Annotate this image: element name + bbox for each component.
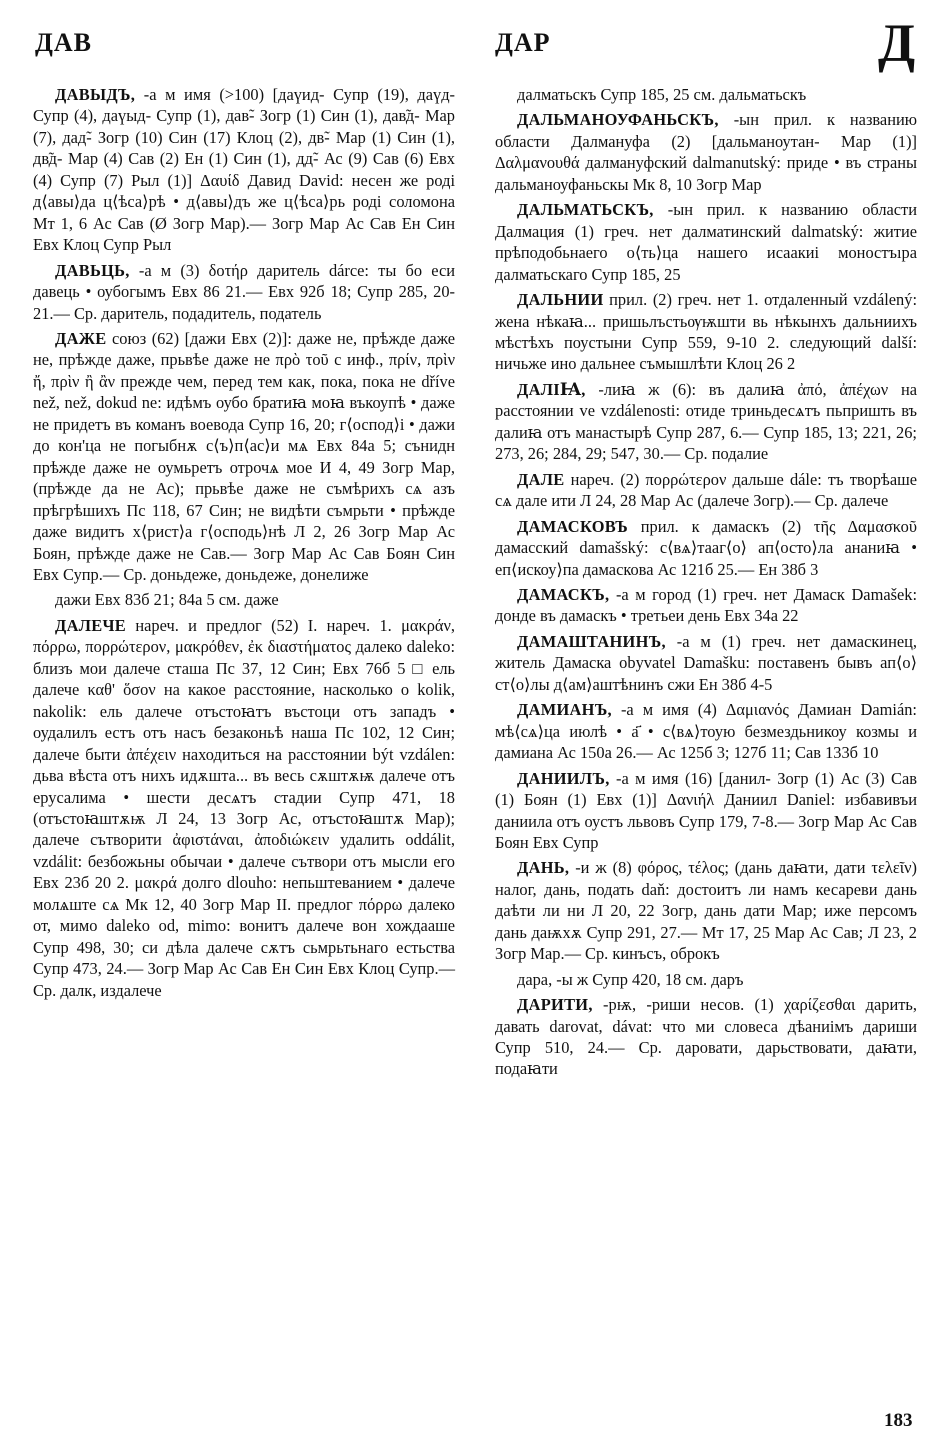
dictionary-entry [495,516,917,580]
entry-headword: ДАВЫДЪ, [55,85,136,104]
entry-headword: ДАВЬЦЬ, [55,260,130,280]
entry-headword: ДАМАШТАНИНЪ, [517,631,666,651]
entry-definition: -а м город (1) греч. нет Дамаск Damašek: донде въ дамаскъ • третьеи день Евх 34а 22 [495,584,917,626]
dictionary-entry [33,328,455,585]
entry-headword: ДАМИАНЪ, [517,700,612,720]
dictionary-entry [495,289,917,375]
dictionary-entry [495,631,917,695]
entry-headword: ДАЛЬНИИ [517,290,604,310]
entry-definition: -а м имя (16) [данил- Зогр (1) Ас (3) Сав (1) Боян (1) Евх (1)] Δανιήλ Даниил Daniel: избавивъи даниила отъ оустъ львовъ Супр 179, 7-8.— Зогр Мар Ас Сав Боян Евх Супр [495,768,917,852]
entry-definition: нареч. (2) πορρώτερον дальше dále: тъ творѣаше сѧ дале ити Л 24, 28 Мар Ас (далече Зогр).— Ср. далече [495,469,917,511]
entry-headword: ДАЛЕЧЕ [55,615,127,635]
entry-headword: ДАНЬ, [517,858,570,878]
entry-definition: далматьскъ Супр 185, 25 см. дальматьскъ [517,85,807,104]
entry-definition: дажи Евх 83б 21; 84а 5 см. даже [55,590,279,610]
page-number: 183 [884,1410,913,1431]
entry-definition: -лиꙗ ж (6): въ далиꙗ ἀπό, ἀπέχων на расстоянии ve vzdálenosti: отиде триньдесѧтъ пьпришть въ далиꙗ отъ манастырѣ Супр 287, 6.— Супр 185, 13; 221, 26; 273, 26; 284, 29; 547, 30.— Ср. подалие [495,379,917,464]
entry-definition: -рѭ, -риши несов. (1) χαρίζεσθαι дарить, давать darovat, dávat: что ми словеса дѣаниімъ дариши Супр 510, 24.— Ср. даровати, дарьствовати, даꙗти, подаꙗти [495,995,917,1079]
dictionary-entry [495,109,917,195]
section-letter: Д [878,13,917,73]
entry-headword: ДАЛЬМАТЬСКЪ, [517,200,654,220]
entry-headword: ДАЖЕ [55,328,107,348]
entry-headword: ДАНИИЛЪ, [517,768,610,788]
entry-headword: ДАЛІꙖ, [517,379,586,399]
left-column [33,84,455,1005]
entry-definition: -и ж (8) φόρος, τέλος; (дань даꙗти, дати τελεῖν) налог, дань, подать daň: достоитъ ли намъ кесареви дань даѣти ли ни Л 20, 22 Зогр, дань дати Мар; иже персомъ дань даѭхѫ Супр 291, 27.— Мт 17, 25 Мар Ас Сав; Л 23, 2 Зогр Мар.— Ср. кинъсъ, оброкъ [495,858,917,964]
running-head-right: ДАР [495,28,551,57]
right-column [495,84,917,1084]
entry-headword: ДАМАСКОВЪ [517,516,628,536]
entry-headword: ДАМАСКЪ, [517,584,610,604]
entry-definition: нареч. и предлог (52) I. нареч. 1. μακράν, πόρρω, πορρώτερον, μακρόθεν, ἐκ διαστήματος далеко daleko: близъ мои далече сташа Пс 37, 12 Син; Евх 76б 5 □ ель далече καθ' ὅσον на какое расстояние, насколько o kolik, nakolik: ель далече отъстоꙗтъ въстоци отъ западъ • оудалилъ естъ отъ насъ безаконьѣ наша Пс 102, 12 Син; далече быти ἀπέχειν находиться на расстоянии být vzdálen: дьва вѣста отъ нихъ идѫшта... въ весь сѫштѫѭ далече отъ ерусалима • шести десѧтъ стадии Супр 471, 18 (отъстоꙗштѫѭ Л 24, 13 Зогр Ас, отъстоꙗштѫ Мар); далече сътворити ἀφιστάναι, ἀποδιώκειν удалить oddálit, vzdálit: безбожьны обычаи • далече сътвори отъ мысли его Евх 23б 20 2. μακρά долго dlouho: непьштеванием • далече молѧште сѧ Мк 12, 40 Зогр Мар II. предлог πόρρω далеко от, мимо daleko od, mimo: вонитъ далече вон хождааше Супр 498, 30; си дѣла далече сѫтъ сьмрьтьнаго естьства Супр 473, 24.— Зогр Мар Ас Сав Ен Син Евх Клоц Супр.— Ср. далк, издалече [33,615,455,1000]
dictionary-entry [33,615,455,1001]
running-head-left: ДАВ [35,28,93,57]
dictionary-entry [495,857,917,964]
entry-definition: -а м (3) δοτήρ даритель dárce: ты бо еси давець • оубогымъ Евх 86 21.— Евх 92б 18; Супр 285, 20-21.— Ср. даритель, подадитель, податель [33,260,455,323]
entry-headword: ДАЛЬМАНОУФАНЬСКЪ, [517,110,719,130]
dictionary-entry [495,84,917,105]
entry-definition: -ын прил. к названию области Далмация (1) греч. нет далматинский dalmatský: житие прѣподобьнаего о⟨ть⟩ца нашего исаакиі моностъıра далматьскаго Супр 185, 25 [495,200,917,284]
entry-definition: союз (62) [дажи Евх (2)]: даже не, прѣжде даже не, прѣжде даже, прьвѣе даже не πρὸ τοῦ с инф., πρίν, πρὶν ἤ, πρὶν ἢ ἂν прежде чем, перед тем как, пока, пока не dříve než, než, dokud ne: идѣмъ оубо братиꙗ моꙗ въкоупѣ • даже не придетъ въ команъ воевода Супр 16, 20; г⟨оспод⟩і • дажи до кон'ца не погыбнѫ с⟨ъ⟩п⟨ас⟩и мѧ Евх 84а 5; сънидн прѣжде даже не оумьретъ отрочѧ мое И 4, 49 Зогр Мар, (прѣжде да не Ас); прьвѣе даже не съмѣрихъ сѧ азъ прѣгрѣшихъ Пс 118, 67 Син; не видѣти съмрьти • прѣжде даже видитъ х⟨рист⟩а г⟨осподь⟩нѣ Л 2, 26 Зогр Мар Ас Боян, прѣжде даже не Сав.— Зогр Мар Ас Сав Боян Син Евх Супр.— Ср. доньдеже, доньдеже, донелиже [33,328,455,584]
entry-definition: прил. к дамаскъ (2) τῆς Δαμασκοῦ дамасский damašský: с⟨вѧ⟩тааг⟨о⟩ ап⟨осто⟩ла ананиꙗ • еп⟨искоу⟩па дамаскова Ас 121б 25.— Ен 38б 3 [495,516,917,579]
dictionary-entry [495,584,917,627]
entry-definition: дара, -ы ж Супр 420, 18 см. даръ [517,969,744,989]
dictionary-entry [33,84,455,256]
entry-definition: -а м имя (>100) [даүид- Супр (19), даүд- Супр (4), даүыд- Супр (1), дав̃- Зогр (1) Син (1), дав̃д- Мар (7), дад̃- Зогр (10) Син (17) Клоц (2), дв̃- Мар (1) Син (1), дв̃д- Мар (4) Сав (2) Ен (1) Син (1), дд̃- Ас (9) Сав (6) Евх (4) Супр (7) Рыл (1)] Δαυίδ Давид David: несен же роді д⟨авы⟩да ц⟨ѣса⟩рѣ • д⟨авы⟩дъ же ц⟨ѣса⟩рь роді соломона Мт 1, 6 Ас Сав (Ø Зогр Мар).— Зогр Мар Ас Сав Ен Син Евх Клоц Супр Рыл [33,85,455,255]
dictionary-entry [33,260,455,324]
entry-definition: -а м имя (4) Δαμιανός Дамиан Damián: мѣ⟨сѧ⟩ца июлѣ • а҃ • с⟨вѧ⟩тоую безмездьникоу козмы и дамиана Ас 150а 26.— Ас 125б 3; 127б 11; Сав 133б 10 [495,700,917,763]
entry-headword: ДАРИТИ, [517,995,593,1015]
dictionary-entry [495,379,917,465]
entry-definition: прил. (2) греч. нет 1. отдаленный vzdálený: жена нѣкаꙗ... пришьлъстьѹѭшти вь нѣкынхъ дальниихъ мѣстѣхъ поустыни Супр 559, 9-10 2. следующий další: ничьже ино дальнее съмышлѣти Клоц 26 2 [495,290,917,374]
entry-headword: ДАЛЕ [517,469,565,489]
dictionary-entry [495,469,917,512]
dictionary-entry [495,768,917,854]
entry-definition: -ын прил. к названию области Далмануфа (2) [дальманоутан- Мар (1)] Δαλμανουθά далмануфский dalmanutský: приде • въ страны дальманоуфаньскы Мк 8, 10 Зогр Мар [495,110,917,194]
dictionary-entry [33,589,455,610]
dictionary-entry [495,969,917,990]
dictionary-entry [495,199,917,285]
dictionary-entry [495,699,917,763]
entry-definition: -а м (1) греч. нет дамаскинец, житель Дамаска obyvatel Damašku: поставенъ бывъ ап⟨о⟩ст⟨о⟩лы д⟨ам⟩аштѣнинъ сжи Ен 38б 4-5 [495,631,917,694]
dictionary-entry [495,994,917,1080]
